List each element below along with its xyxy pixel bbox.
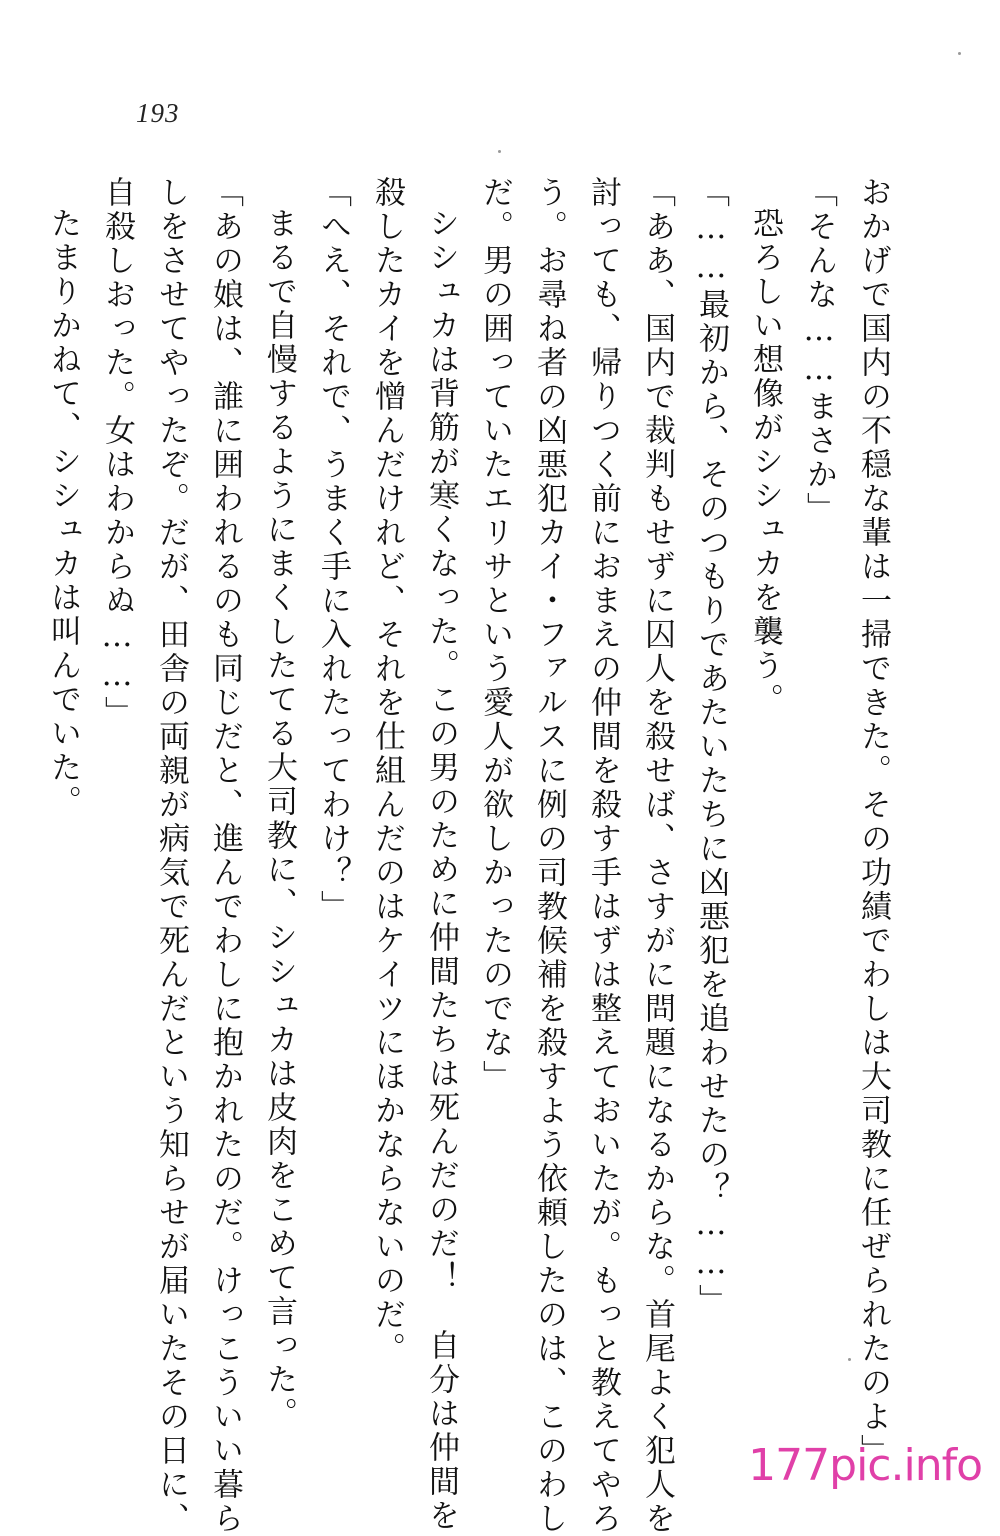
text-column: おかげで国内の不穏な輩は一掃できた。その功績でわしは大司教に任ぜられたのよ」 bbox=[855, 176, 891, 1468]
text-column: 「ああ、国内で裁判もせずに囚人を殺せば、さすがに問題になるからな。首尾よく犯人を bbox=[639, 176, 675, 1536]
text-column: 自殺しおった。女はわからぬ……」 bbox=[99, 176, 135, 730]
text-column: 「あの娘は、誰に囲われるのも同じだと、進んでわしに抱かれたのだ。けっこういい暮ら bbox=[207, 176, 243, 1536]
text-column: しをさせてやったぞ。だが、田舎の両親が病気で死んだという知らせが届いたその日に、 bbox=[153, 176, 189, 1536]
text-column: 殺したカイを憎んだけれど、それを仕組んだのはケイツにほかならないのだ。 bbox=[369, 176, 405, 1366]
text-column: たまりかねて、シシュカは叫んでいた。 bbox=[45, 207, 81, 819]
text-column: 「そんな……まさか」 bbox=[801, 176, 837, 526]
scan-speck bbox=[958, 52, 961, 55]
text-column: 討っても、帰りつく前におまえの仲間を殺す手はずは整えておいたが。もっと教えてやろ bbox=[585, 176, 621, 1536]
watermark: 177pic.info bbox=[748, 1440, 982, 1491]
text-column: まるで自慢するようにまくしたてる大司教に、シシュカは皮肉をこめて言った。 bbox=[261, 207, 297, 1431]
text-column: 「……最初から、そのつもりであたいたちに凶悪犯を追わせたの？……」 bbox=[693, 176, 729, 1318]
text-column: だ。男の囲っていたエリサという愛人が欲しかったのでな」 bbox=[477, 176, 513, 1094]
text-column: 恐ろしい想像がシシュカを襲う。 bbox=[747, 207, 783, 717]
scan-speck bbox=[498, 150, 501, 153]
text-column: 「へえ、それで、うまく手に入れたってわけ？」 bbox=[315, 176, 351, 924]
text-column: う。お尋ね者の凶悪犯カイ・ファルスに例の司教候補を殺すよう依頼したのは、このわし bbox=[531, 176, 567, 1536]
text-column: シシュカは背筋が寒くなった。この男のために仲間たちは死んだのだ！ 自分は仲間を bbox=[423, 207, 459, 1533]
scan-speck bbox=[848, 1358, 851, 1361]
page-number: 193 bbox=[136, 98, 180, 128]
